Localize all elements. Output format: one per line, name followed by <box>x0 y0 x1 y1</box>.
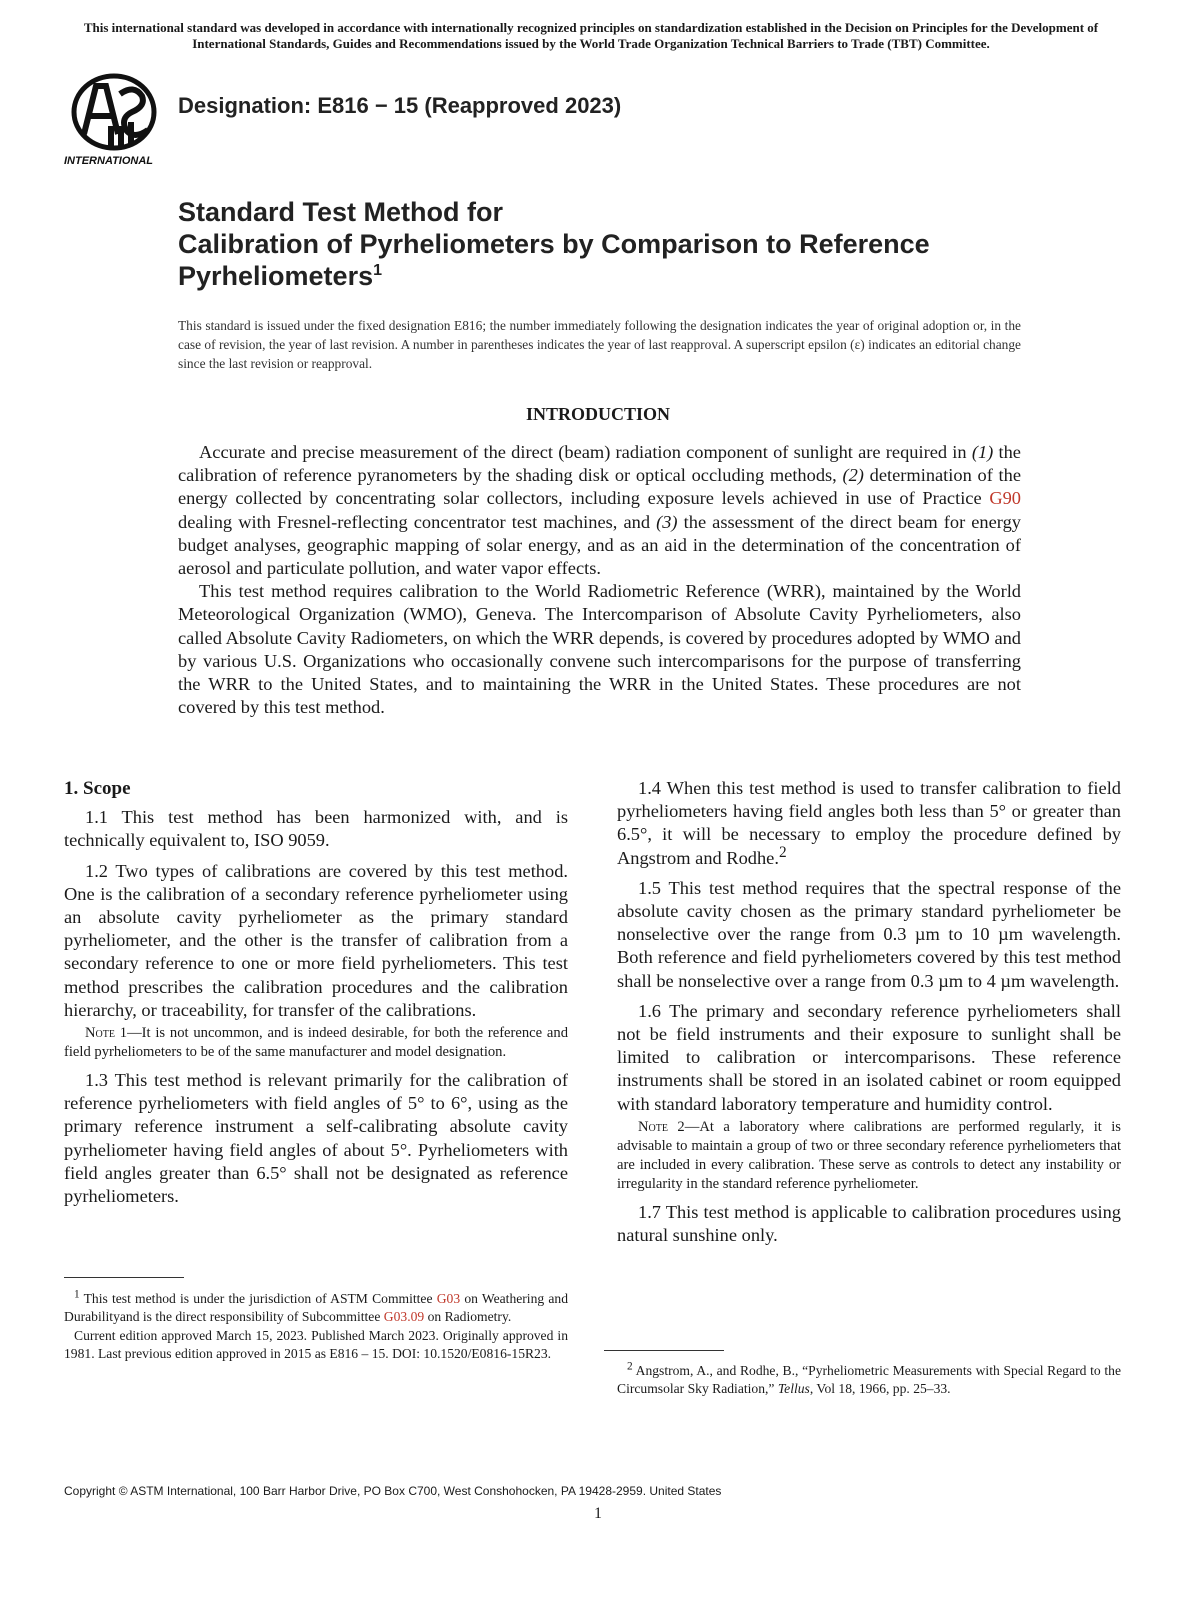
intro-ref-1: (1) <box>971 442 994 462</box>
footnote-text: , Vol 18, 1966, pp. 25–33. <box>809 1381 951 1397</box>
section-1-4-text: 1.4 When this test method is used to transfer calibration to field pyrheliometers having field angles both less than 5° or greater than 6.5°, it will be necessary to employ the procedure defined by Angstrom and Rodhe. <box>617 778 1121 868</box>
introduction-heading: INTRODUCTION <box>525 404 671 424</box>
intro-text: the calibration of reference pyranometers by the shading disk or optical occluding methods, <box>178 442 1021 486</box>
link-g90[interactable]: G90 <box>989 488 1021 509</box>
note-2-label: Note 2 <box>638 1118 685 1135</box>
note-1-text: —It is not uncommon, and is indeed desirable, for both the reference and field pyrheliometers to be of the same manufacturer and model designation. <box>64 1025 568 1061</box>
footnote-text: This test method is under the jurisdiction of ASTM Committee <box>83 1291 437 1306</box>
intro-text: dealing with Fresnel-reflecting concentrator test machines, and <box>178 511 657 532</box>
footnote-1-paragraph-2: Current edition approved March 15, 2023. Published March 2023. Originally approved in 1981. Last previous edition approved in 2015 as E816 – 15. DOI: 10.1520/E0816-15R23. <box>64 1327 568 1362</box>
footnote-1 <box>64 1290 568 1364</box>
introduction-paragraph-2: This test method requires calibration to the World Radiometric Reference (WRR), maintained by the World Meteorological Organization (WMO), Geneva. The Intercomparison of Absolute Cavity Pyrheliometers, also called Absolute Cavity Radiometers, on which the WRR depends, is covered by procedures adopted by WMO and by various U.S. Organizations who occasionally convene such intercomparisons for the purpose of transferring the WRR to the United States, and to maintaining the WRR in the United States. These procedures are not covered by this test method. <box>178 581 1021 718</box>
section-1-6: 1.6 The primary and secondary reference pyrheliometers shall not be field instruments and their exposure to sunlight shall be limited to calibration or intercomparisons. These reference instruments shall be stored in an isolated cabinet or room equipped with standard laboratory temperature and humidity control. <box>617 1000 1121 1114</box>
footnote-2-mark: 2 <box>778 843 787 861</box>
designation: Designation: E816 − 15 (Reapproved 2023) <box>178 93 622 118</box>
page-title <box>178 196 1078 292</box>
page-number: 1 <box>594 1505 602 1522</box>
left-column <box>64 777 568 1215</box>
footnote-2-paragraph <box>617 1362 1121 1399</box>
title-line-2 <box>178 228 1078 292</box>
footnote-text: on Radiometry. <box>424 1309 512 1325</box>
title-line-1: Standard Test Method for <box>178 197 504 227</box>
logo-label: INTERNATIONAL <box>64 155 154 167</box>
footnote-1-mark: 1 <box>74 1288 80 1301</box>
note-1-label: Note 1 <box>85 1025 128 1042</box>
intro-text: Accurate and precise measurement of the direct (beam) radiation component of sunlight are required in <box>199 442 972 462</box>
note-2-text: —At a laboratory where calibrations are performed regularly, it is advisable to maintain a group of two or three secondary reference pyrheliometers that are included in every calibration. These serve as controls to detect any instability or irregularity in the standard reference pyrheliometer. <box>617 1118 1121 1192</box>
note-2 <box>617 1118 1121 1194</box>
section-1-2: 1.2 Two types of calibrations are covered by this test method. One is the calibration of a secondary reference pyrheliometer using an absolute cavity pyrheliometer as the primary standard pyrheliometer, and the other is the transfer of calibration from a secondary reference to one or more field pyrheliometers. This test method prescribes the calibration procedures and the calibration hierarchy, or traceability, for transfer of the calibrations. <box>64 860 568 1020</box>
link-g03-09[interactable]: G03.09 <box>383 1309 425 1325</box>
intro-text: the assessment of the direct beam for energy budget analyses, geographic mapping of solar energy, and as an aid in the determination of the concentration of aerosol and particulate pollution, and water vapor effects. <box>178 511 1021 579</box>
title-text: Calibration of Pyrheliometers by Comparison to Reference Pyrheliometers <box>178 229 930 291</box>
title-footnote-mark: 1 <box>373 262 382 279</box>
intro-text: determination of the energy collected by concentrating solar collectors, including exposure levels achieved in use of Practice <box>178 465 1021 509</box>
section-heading-scope: 1. Scope <box>64 778 131 799</box>
footnote-divider <box>604 1350 724 1351</box>
footnote-divider <box>64 1277 184 1278</box>
astm-logo-icon <box>62 72 170 170</box>
introduction-paragraph-1 <box>178 441 1021 580</box>
section-1-7: 1.7 This test method is applicable to calibration procedures using natural sunshine only. <box>617 1201 1121 1246</box>
footnote-1-paragraph-1 <box>64 1290 568 1327</box>
intro-ref-2: (2) <box>842 465 864 486</box>
section-1-5: 1.5 This test method requires that the spectral response of the absolute cavity chosen as the primary standard pyrheliometer be nonselective over the range from 0.3 µm to 10 µm wavelength. Both reference and field pyrheliometers covered by this test method shall be nonselective over a range from 0.3 µm to 4 µm wavelength. <box>617 877 1121 991</box>
footnote-text: Angstrom, A., and Rodhe, B., “Pyrheliometric Measurements with Special Regard to the Circumsolar Sky Radiation,” <box>617 1363 1121 1397</box>
link-g03[interactable]: G03 <box>436 1291 461 1306</box>
footnote-journal: Tellus <box>777 1381 810 1397</box>
introduction-body <box>178 441 1021 719</box>
copyright-notice: Copyright © ASTM International, 100 Barr Harbor Drive, PO Box C700, West Conshohocken, PA 19428-2959. United States <box>64 1484 722 1498</box>
top-notice: This international standard was developed in accordance with internationally recognized principles on standardization established in the Decision on Principles for the Development of International Standards, Guides and Recommendations issued by the World Trade Organization Technical Barriers to Trade (TBT) Committee. <box>83 20 1099 51</box>
footnote-2 <box>617 1362 1121 1399</box>
footnote-text: on Weathering and Durabilityand is the direct responsibility of Subcommittee <box>64 1291 568 1325</box>
section-1-1: 1.1 This test method has been harmonized with, and is technically equivalent to, ISO 9059. <box>64 807 568 851</box>
section-1-4 <box>617 777 1121 870</box>
footnote-2-number: 2 <box>627 1360 633 1373</box>
note-1 <box>64 1024 568 1062</box>
intro-ref-3: (3) <box>656 511 678 532</box>
right-column <box>617 777 1121 1254</box>
issued-note: This standard is issued under the fixed designation E816; the number immediately following the designation indicates the year of original adoption or, in the case of revision, the year of last revision. A number in parentheses indicates the year of last reapproval. A superscript epsilon (ε) indicates an editorial change since the last revision or reapproval. <box>178 318 1021 371</box>
section-1-3: 1.3 This test method is relevant primarily for the calibration of reference pyrheliometers with field angles of 5° to 6°, using as the primary reference instrument a self-calibrating absolute cavity pyrheliometer having field angles of about 5°. Pyrheliometers with field angles greater than 6.5° shall not be designated as reference pyrheliometers. <box>64 1070 568 1207</box>
